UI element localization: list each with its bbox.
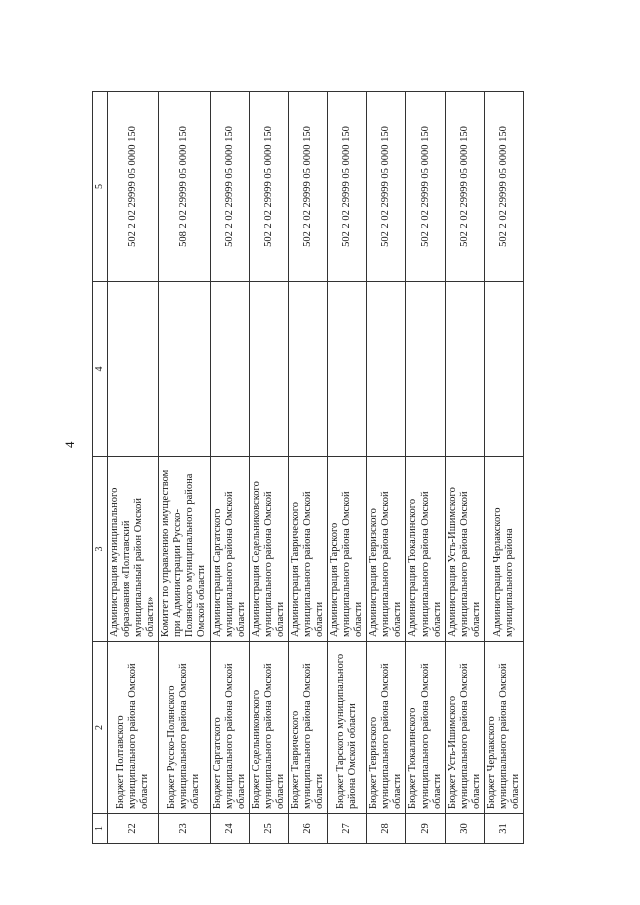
- column-header-4: 4: [93, 282, 108, 457]
- row-number: 22: [108, 814, 159, 844]
- budget-code: 502 2 02 29999 05 0000 150: [406, 92, 445, 282]
- column-4-cell: [288, 282, 327, 457]
- budget-code: 502 2 02 29999 05 0000 150: [445, 92, 484, 282]
- administrator-name: Администрация Черлакского муниципального района: [484, 457, 523, 642]
- table-row: [108, 92, 159, 844]
- budget-table-container: [92, 92, 522, 844]
- header-row: [93, 92, 108, 844]
- column-4-cell: [108, 282, 159, 457]
- table-row: [159, 92, 210, 844]
- budget-code: 508 2 02 29999 05 0000 150: [159, 92, 210, 282]
- row-number: 26: [288, 814, 327, 844]
- administrator-name: Администрация Саргатского муниципального района Омской области: [210, 457, 249, 642]
- table-row: [445, 92, 484, 844]
- administrator-name: Администрация муниципального образования «Полтавский муниципальный район Омской области»: [108, 457, 159, 642]
- column-4-cell: [406, 282, 445, 457]
- row-number: 30: [445, 814, 484, 844]
- administrator-name: Администрация Тарского муниципального района Омской области: [328, 457, 367, 642]
- table-row: [406, 92, 445, 844]
- budget-name: Бюджет Черлакского муниципального района Омской области: [484, 642, 523, 814]
- row-number: 31: [484, 814, 523, 844]
- table-row: [328, 92, 367, 844]
- row-number: 24: [210, 814, 249, 844]
- budget-code: 502 2 02 29999 05 0000 150: [210, 92, 249, 282]
- column-header-5: 5: [93, 92, 108, 282]
- column-4-cell: [159, 282, 210, 457]
- budget-code: 502 2 02 29999 05 0000 150: [108, 92, 159, 282]
- budget-code: 502 2 02 29999 05 0000 150: [367, 92, 406, 282]
- column-4-cell: [249, 282, 288, 457]
- administrator-name: Комитет по управлению имуществом при Администрации Русско-Полянского муниципального района Омской области: [159, 457, 210, 642]
- row-number: 27: [328, 814, 367, 844]
- budget-name: Бюджет Русско-Полянского муниципального района Омской области: [159, 642, 210, 814]
- budget-name: Бюджет Тевризского муниципального района Омской области: [367, 642, 406, 814]
- administrator-name: Администрация Тевризского муниципального района Омской области: [367, 457, 406, 642]
- table-row: [367, 92, 406, 844]
- column-header-2: 2: [93, 642, 108, 814]
- budget-name: Бюджет Тарского муниципального района Омской области: [328, 642, 367, 814]
- budget-code: 502 2 02 29999 05 0000 150: [328, 92, 367, 282]
- budget-name: Бюджет Саргатского муниципального района Омской области: [210, 642, 249, 814]
- administrator-name: Администрация Седельниковского муниципального района Омской области: [249, 457, 288, 642]
- administrator-name: Администрация Таврического муниципального района Омской области: [288, 457, 327, 642]
- budget-name: Бюджет Таврического муниципального района Омской области: [288, 642, 327, 814]
- column-4-cell: [484, 282, 523, 457]
- row-number: 23: [159, 814, 210, 844]
- column-4-cell: [367, 282, 406, 457]
- column-header-3: 3: [93, 457, 108, 642]
- budget-code: 502 2 02 29999 05 0000 150: [288, 92, 327, 282]
- column-4-cell: [210, 282, 249, 457]
- table-row: [210, 92, 249, 844]
- budget-table: [92, 91, 524, 844]
- table-row: [288, 92, 327, 844]
- budget-name: Бюджет Полтавского муниципального района Омской области: [108, 642, 159, 814]
- table-row: [484, 92, 523, 844]
- column-4-cell: [445, 282, 484, 457]
- row-number: 29: [406, 814, 445, 844]
- administrator-name: Администрация Усть-Ишимского муниципального района Омской области: [445, 457, 484, 642]
- row-number: 28: [367, 814, 406, 844]
- budget-code: 502 2 02 29999 05 0000 150: [484, 92, 523, 282]
- table-row: [249, 92, 288, 844]
- column-header-1: 1: [93, 814, 108, 844]
- budget-name: Бюджет Седельниковского муниципального района Омской области: [249, 642, 288, 814]
- column-4-cell: [328, 282, 367, 457]
- page-number: 4: [62, 441, 77, 448]
- row-number: 25: [249, 814, 288, 844]
- budget-code: 502 2 02 29999 05 0000 150: [249, 92, 288, 282]
- budget-name: Бюджет Тюкалинского муниципального района Омской области: [406, 642, 445, 814]
- budget-name: Бюджет Усть-Ишимского муниципального района Омской области: [445, 642, 484, 814]
- administrator-name: Администрация Тюкалинского муниципального района Омской области: [406, 457, 445, 642]
